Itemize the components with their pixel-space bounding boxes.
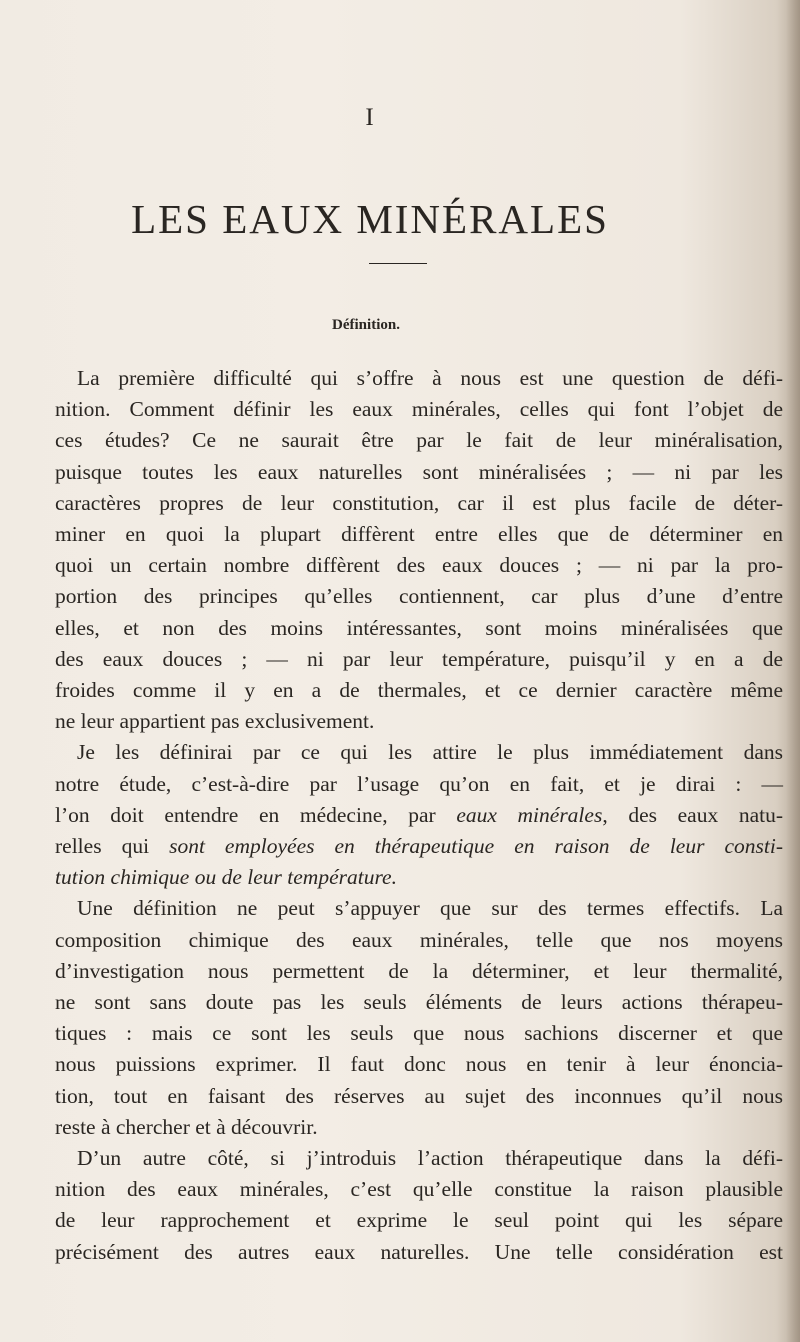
text-line: ne leur appartient pas exclusivement. [55,709,375,734]
text-line: reste à chercher et à découvrir. [55,1114,318,1139]
paragraph-3 [55,893,783,1143]
chapter-title: LES EAUX MINÉRALES [131,196,609,243]
text-line: d’investigation nous permettent de la déterminer, et leur thermalité, [55,958,783,983]
text-line: caractères propres de leur constitution, car il est plus facile de déter- [55,490,783,515]
text-line [55,800,783,831]
text-segment: , des eaux natu- [602,802,783,827]
page-edge-shadow [786,0,800,1342]
text-line: Une définition ne peut s’appuyer que sur des termes effectifs. La [77,896,783,921]
text-line: ces études? Ce ne saurait être par le fait de leur minéralisation, [55,428,783,453]
text-line: froides comme il y en a de thermales, et ce dernier caractère même [55,678,783,703]
text-line: elles, et non des moins intéressantes, sont moins minéralisées que [55,615,783,640]
text-line: nous puissions exprimer. Il faut donc nous en tenir à leur énoncia- [55,1052,783,1077]
italic-definition: tution chimique ou de leur température. [55,865,397,890]
text-line [55,831,783,862]
text-line: D’un autre côté, si j’introduis l’action thérapeutique dans la défi- [77,1146,783,1171]
text-line: précisément des autres eaux naturelles. Une telle considération est [55,1239,783,1264]
text-line: de leur rapprochement et exprime le seul point qui les sépare [55,1208,783,1233]
paragraph-1 [55,363,783,737]
section-heading: Définition. [332,317,400,333]
text-line: Je les définirai par ce qui les attire le plus immédiatement dans [77,740,783,765]
text-line: miner en quoi la plupart diffèrent entre elles que de déterminer en [55,522,783,547]
italic-term: eaux minérales [456,802,603,827]
text-line: nition des eaux minérales, c’est qu’elle constitue la raison plausible [55,1177,783,1202]
text-line: tion, tout en faisant des réserves au sujet des inconnues qu’il nous [55,1083,783,1108]
chapter-number: I [365,104,375,131]
text-line: notre étude, c’est-à-dire par l’usage qu’on en fait, et je dirai : — [55,771,783,796]
text-line: nition. Comment définir les eaux minérales, celles qui font l’objet de [55,397,783,422]
text-line [55,862,783,893]
italic-definition: sont employées en thérapeutique en raison de leur consti- [169,834,783,859]
text-line: portion des principes qu’elles contiennent, car plus d’une d’entre [55,584,783,609]
text-line: tiques : mais ce sont les seuls que nous sachions discerner et que [55,1021,783,1046]
text-line: composition chimique des eaux minérales, telle que nos moyens [55,927,783,952]
text-line: puisque toutes les eaux naturelles sont minéralisées ; — ni par les [55,459,783,484]
text-line: quoi un certain nombre diffèrent des eaux douces ; — ni par la pro- [55,553,783,578]
text-line: des eaux douces ; — ni par leur température, puisqu’il y en a de [55,646,783,671]
text-segment: relles qui [55,834,170,859]
body-text [55,363,783,1268]
paragraph-2 [55,737,783,893]
paragraph-4 [55,1143,783,1268]
text-line: ne sont sans doute pas les seuls éléments de leurs actions thérapeu- [55,990,783,1015]
text-line: La première difficulté qui s’offre à nous est une question de défi- [77,366,783,390]
title-divider [369,263,427,264]
text-segment: l’on doit entendre en médecine, par [55,802,457,827]
